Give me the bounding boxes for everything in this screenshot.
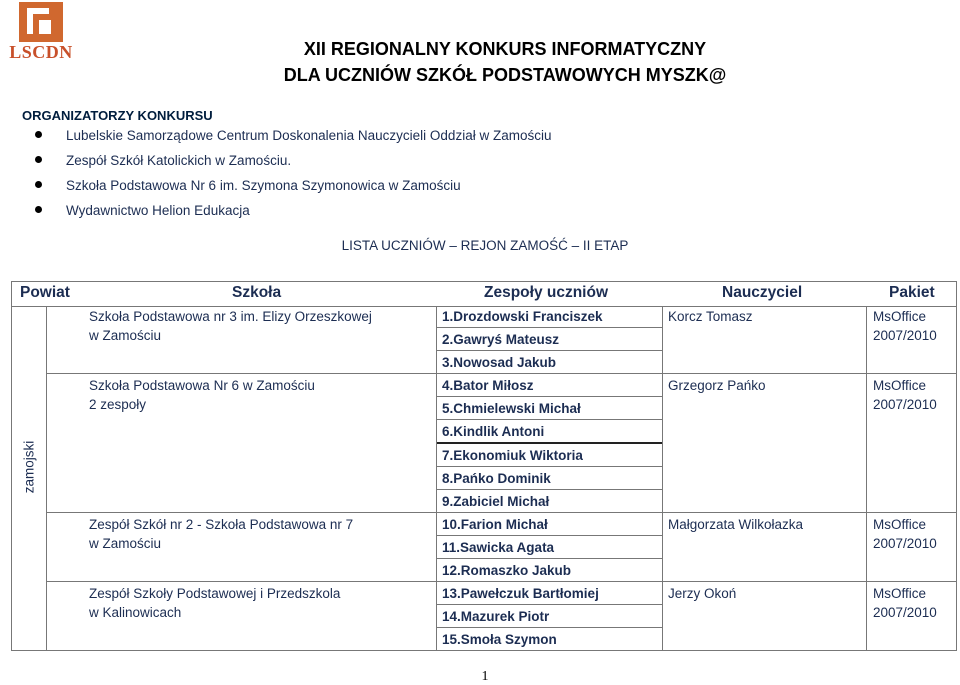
organizer-item: Szkoła Podstawowa Nr 6 im. Szymona Szymonowica w Zamościu [22, 176, 551, 201]
student-name: 8.Pańko Dominik [442, 471, 551, 486]
student-name: 3.Nowosad Jakub [442, 355, 557, 370]
header-nauczyciel: Nauczyciel [722, 284, 803, 301]
student-name: 6.Kindlik Antoni [442, 424, 545, 439]
student-divider [437, 350, 662, 351]
organizers-heading: ORGANIZATORZY KONKURSU [22, 108, 213, 123]
title-line-2: DLA UCZNIÓW SZKÓŁ PODSTAWOWYCH MYSZK@ [283, 65, 727, 85]
powiat-label: zamojski [21, 440, 37, 494]
lscdn-logo [6, 2, 76, 64]
header-szkola: Szkoła [232, 284, 282, 301]
organizer-item: Lubelskie Samorządowe Centrum Doskonalenia Nauczycieli Oddział w Zamościu [22, 126, 551, 151]
student-divider [437, 489, 662, 490]
student-divider [437, 558, 662, 559]
package: MsOffice 2007/2010 [873, 586, 937, 620]
bullet-icon [35, 156, 42, 163]
lscdn-logo-icon [19, 2, 63, 42]
teacher-name: Małgorzata Wilkołazka [668, 517, 804, 532]
student-divider [437, 535, 662, 536]
student-divider [437, 466, 662, 467]
organizers-list [22, 126, 551, 226]
teacher-name: Grzegorz Pańko [668, 378, 766, 393]
bullet-icon [35, 206, 42, 213]
column-divider [866, 306, 867, 650]
package: MsOffice 2007/2010 [873, 517, 937, 551]
column-divider [46, 306, 47, 650]
teacher-name: Korcz Tomasz [668, 309, 753, 324]
student-divider [437, 419, 662, 420]
row-divider [47, 373, 956, 374]
student-divider [437, 627, 662, 628]
package: MsOffice 2007/2010 [873, 378, 937, 412]
school-name: Zespół Szkoły Podstawowej i Przedszkola w Kalinowicach [89, 586, 341, 620]
team-divider [437, 442, 662, 444]
powiat-cell [14, 422, 44, 512]
student-name: 7.Ekonomiuk Wiktoria [442, 448, 583, 463]
student-name: 5.Chmielewski Michał [442, 401, 581, 416]
list-title: LISTA UCZNIÓW – REJON ZAMOŚĆ – II ETAP [341, 238, 629, 253]
bullet-icon [35, 131, 42, 138]
teacher-name: Jerzy Okoń [668, 586, 737, 601]
header-zespoly: Zespoły uczniów [484, 284, 609, 301]
column-divider [662, 306, 663, 650]
bullet-icon [35, 181, 42, 188]
title-line-1: XII REGIONALNY KONKURS INFORMATYCZNY [303, 39, 707, 59]
header-powiat: Powiat [20, 284, 70, 301]
student-name: 4.Bator Miłosz [442, 378, 534, 393]
student-name: 12.Romaszko Jakub [442, 563, 572, 578]
student-name: 15.Smoła Szymon [442, 632, 557, 647]
header-pakiet: Pakiet [889, 284, 935, 301]
student-name: 10.Farion Michał [442, 517, 548, 532]
student-name: 2.Gawryś Mateusz [442, 332, 560, 347]
student-divider [437, 604, 662, 605]
school-name: Szkoła Podstawowa nr 3 im. Elizy Orzeszkowej w Zamościu [89, 309, 372, 343]
school-name: Szkoła Podstawowa Nr 6 w Zamościu 2 zespoły [89, 378, 315, 412]
student-divider [437, 327, 662, 328]
organizer-item: Wydawnictwo Helion Edukacja [22, 201, 551, 226]
student-divider [437, 396, 662, 397]
student-name: 1.Drozdowski Franciszek [442, 309, 603, 324]
organizers-section [22, 106, 551, 226]
logo-text: LSCDN [9, 42, 73, 62]
row-divider [47, 581, 956, 582]
student-name: 9.Zabiciel Michał [442, 494, 550, 509]
table-header [12, 282, 956, 307]
organizer-item: Zespół Szkół Katolickich w Zamościu. [22, 151, 551, 176]
page-number: 1 [481, 669, 489, 684]
student-name: 14.Mazurek Piotr [442, 609, 550, 624]
student-name: 13.Pawełczuk Bartłomiej [442, 586, 599, 601]
column-divider [436, 306, 437, 650]
row-divider [47, 512, 956, 513]
school-name: Zespół Szkół nr 2 - Szkoła Podstawowa nr 7 w Zamościu [89, 517, 354, 551]
student-name: 11.Sawicka Agata [442, 540, 555, 555]
package: MsOffice 2007/2010 [873, 309, 937, 343]
students-table [11, 281, 957, 651]
document-title [200, 36, 810, 88]
